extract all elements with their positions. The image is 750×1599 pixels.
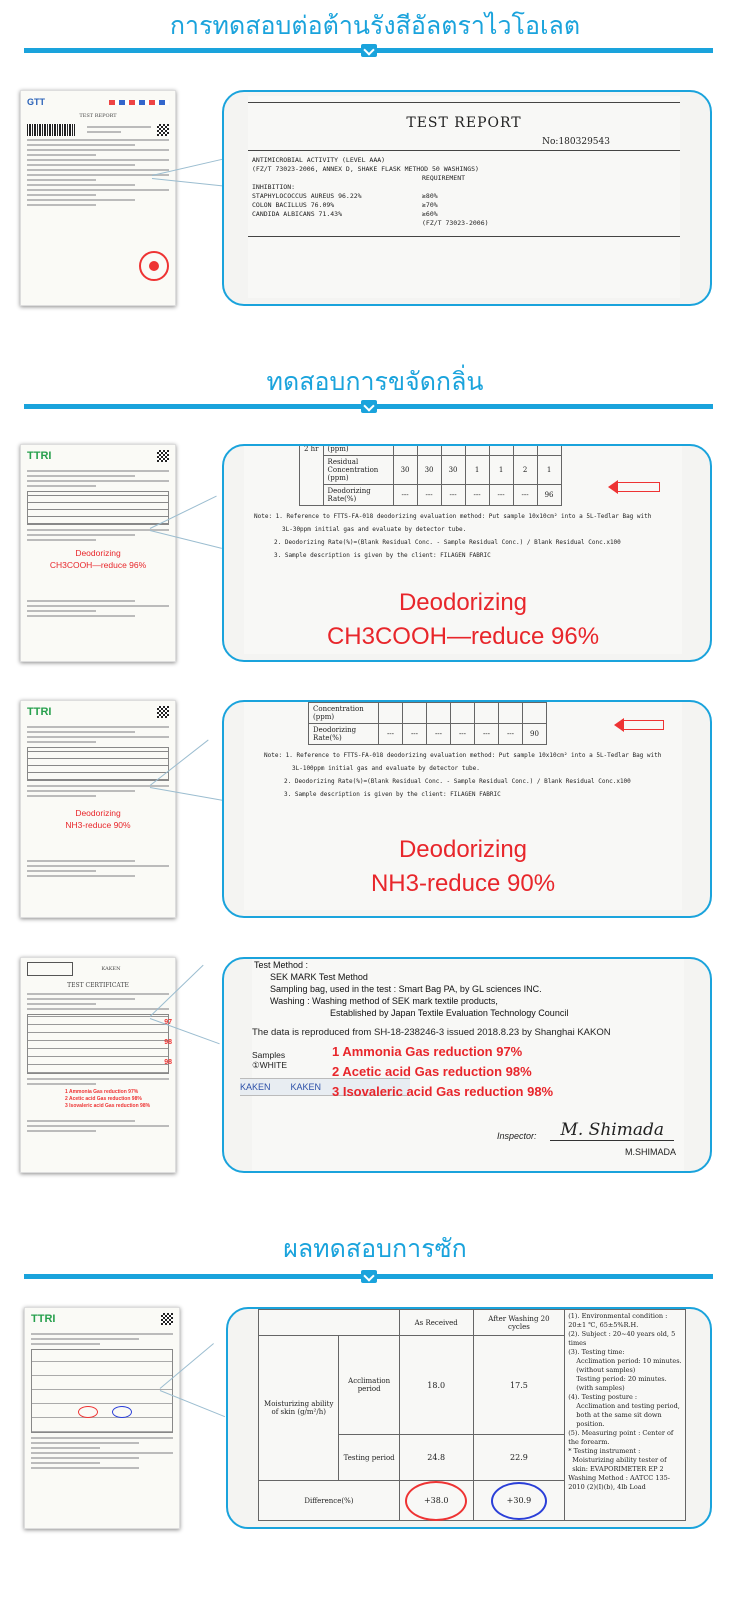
thumb-title: TEST CERTIFICATE bbox=[67, 982, 129, 989]
note-line: 3L-30ppm initial gas and evaluate by detector tube. bbox=[282, 526, 467, 533]
result-name: STAPHYLOCOCCUS AUREUS 96.22% bbox=[252, 192, 362, 200]
thumb-caption: Deodorizing NH3-reduce 90% bbox=[65, 808, 131, 830]
table-cell: 30 bbox=[441, 456, 465, 485]
table-cell: 22.9 bbox=[473, 1435, 565, 1481]
row-label: Acclimation period bbox=[339, 1336, 399, 1435]
qr-code-icon bbox=[157, 450, 169, 462]
note-line: Note: 1. Reference to FTTS-FA-018 deodorizing evaluation method: Put sample 10x10cm² into a 5L-Tedlar Bag with bbox=[254, 513, 652, 520]
table-cell: 30 bbox=[393, 456, 417, 485]
note-line: 2. Deodorizing Rate(%)=(Blank Residual Conc. - Sample Residual Conc.) / Blank Residual Conc.x100 bbox=[274, 539, 621, 546]
pct-label: 98 bbox=[164, 1059, 172, 1066]
report-zoom-callout bbox=[222, 90, 712, 306]
result-name: CANDIDA ALBICANS 71.43% bbox=[252, 210, 343, 218]
row-label: Deodorizing Rate(%) bbox=[309, 724, 379, 745]
table-cell: 17.5 bbox=[473, 1336, 565, 1435]
sampling-line: Sampling bag, used in the test : Smart Bag PA, by GL sciences INC. bbox=[270, 984, 542, 994]
time-cell: 2 hr bbox=[300, 444, 324, 506]
unit-cell: (ppm) bbox=[323, 444, 393, 456]
table-cell: --- bbox=[489, 485, 513, 506]
inspector-name: M.SHIMADA bbox=[624, 1147, 676, 1157]
report-thumbnail-kaken bbox=[20, 957, 176, 1173]
red-ellipse-mark bbox=[78, 1406, 98, 1418]
thumb-result: 1 Ammonia Gas reduction 97% bbox=[65, 1089, 139, 1095]
pct-label: 98 bbox=[164, 1039, 172, 1046]
condition-line: (4). Testing posture : bbox=[568, 1393, 638, 1401]
report-zoom-callout bbox=[222, 957, 712, 1173]
table-cell: --- bbox=[417, 485, 441, 506]
thumb-result: 3 Isovaleric acid Gas reduction 98% bbox=[65, 1103, 151, 1109]
kaken-header: KAKEN bbox=[101, 966, 121, 972]
condition-line: (2). Subject : 20~40 years old, 5 times bbox=[568, 1330, 676, 1347]
washing-line: Washing : Washing method of SEK mark textile products, bbox=[270, 996, 498, 1006]
condition-line: (3). Testing time: bbox=[568, 1348, 625, 1356]
table-cell: --- bbox=[475, 724, 499, 745]
ttri-logo: TTRI bbox=[27, 706, 52, 718]
section-title-odor: ทดสอบการขจัดกลิ่น bbox=[266, 367, 484, 396]
table-cell: --- bbox=[379, 724, 403, 745]
section-title-wash: ผลทดสอบการซัก bbox=[283, 1234, 467, 1263]
table-cell: 96 bbox=[537, 485, 561, 506]
note-line: Note: 1. Reference to FTTS-FA-018 deodorizing evaluation method: Put sample 10x10cm² into a 5L-Tedlar Bag with bbox=[264, 752, 662, 759]
barcode-icon bbox=[27, 124, 75, 136]
condition-line: * Testing instrument : bbox=[568, 1447, 641, 1455]
qr-code-icon bbox=[157, 124, 169, 136]
thumb-result: 2 Acetic acid Gas reduction 98% bbox=[65, 1096, 142, 1102]
report-thumbnail-ttri bbox=[20, 444, 176, 662]
table-cell: --- bbox=[499, 724, 523, 745]
requirement-header: REQUIREMENT bbox=[422, 174, 466, 182]
condition-line: (with samples) bbox=[576, 1384, 625, 1392]
standard-ref: (FZ/T 73023-2006) bbox=[422, 219, 489, 227]
condition-line: (1). Environmental condition : 20±1 ℃, 65±5%R.H. bbox=[568, 1312, 668, 1329]
note-line: 3. Sample description is given by the client: FILAGEN FABRIC bbox=[274, 552, 491, 559]
report-zoom-callout bbox=[226, 1307, 712, 1529]
red-arrow-head bbox=[608, 480, 618, 494]
pct-label: 97 bbox=[164, 1019, 172, 1026]
red-arrow-icon bbox=[624, 720, 664, 730]
result-requirement: ≥60% bbox=[422, 210, 438, 218]
result-line: 3 Isovaleric acid Gas reduction 98% bbox=[332, 1084, 554, 1099]
chevron-down-icon bbox=[361, 44, 377, 57]
col-header: After Washing 20 cycles bbox=[473, 1310, 565, 1336]
deodorizing-table bbox=[299, 444, 562, 506]
result-line: 1 Ammonia Gas reduction 97% bbox=[332, 1044, 523, 1059]
report-zoom-callout bbox=[222, 700, 712, 918]
reproduced-line: The data is reproduced from SH-18-238246-3 issued 2018.8.23 by Shanghai KAKON bbox=[252, 1027, 611, 1038]
chevron-down-icon bbox=[361, 400, 377, 413]
condition-line: Washing Method : AATCC 135-2010 (2)(I)(b), 4lb Load bbox=[568, 1474, 670, 1491]
report-thumbnail-ttri bbox=[24, 1307, 180, 1529]
condition-line: Moisturizing ability tester of skin: EVAPORIMETER EP 2 bbox=[572, 1456, 667, 1473]
row-label: Difference(%) bbox=[259, 1481, 400, 1521]
section-title-uv: การทดสอบต่อต้านรังสีอัลตราไวโอเลต bbox=[169, 11, 581, 40]
condition-line: Acclimation period: 10 minutes. bbox=[576, 1357, 682, 1365]
inspector-label: Inspector: bbox=[496, 1131, 537, 1141]
report-thumbnail-ttri bbox=[20, 700, 176, 918]
row-group-label: Moisturizing ability of skin (g/m²/h) bbox=[259, 1336, 339, 1481]
result-line: 2 Acetic acid Gas reduction 98% bbox=[332, 1064, 532, 1079]
table-cell: +30.9 bbox=[506, 1496, 532, 1505]
note-line: 3L-100ppm initial gas and evaluate by detector tube. bbox=[292, 765, 480, 772]
qr-code-icon bbox=[161, 1313, 173, 1325]
signature-image: M. Shimada bbox=[550, 1120, 674, 1141]
highlight-caption: Deodorizing CH3COOH—reduce 96% bbox=[326, 589, 600, 650]
table-cell: 1 bbox=[465, 456, 489, 485]
note-line: 2. Deodorizing Rate(%)=(Blank Residual Conc. - Sample Residual Conc.) / Blank Residual Conc.x100 bbox=[284, 778, 631, 785]
thumb-title: TEST REPORT bbox=[79, 113, 117, 119]
table-cell: --- bbox=[465, 485, 489, 506]
report-thumbnail-gtt bbox=[20, 90, 176, 306]
table-cell: 1 bbox=[537, 456, 561, 485]
table-cell: --- bbox=[441, 485, 465, 506]
table-cell: --- bbox=[403, 724, 427, 745]
col-header: As Received bbox=[399, 1310, 473, 1336]
table-cell: 24.8 bbox=[399, 1435, 473, 1481]
row-label: Residual Concentration (ppm) bbox=[323, 456, 393, 485]
report-title: TEST REPORT bbox=[406, 115, 522, 131]
report-zoom-callout bbox=[222, 444, 712, 662]
table-cell: 30 bbox=[417, 456, 441, 485]
test-method: (FZ/T 73023-2006, ANNEX D, SHAKE FLASK METHOD 50 WASHINGS) bbox=[252, 165, 479, 173]
established-line: Established by Japan Textile Evaluation Technology Council bbox=[330, 1008, 569, 1018]
blue-ellipse-mark bbox=[112, 1406, 132, 1418]
thumb-caption: Deodorizing CH3COOH—reduce 96% bbox=[49, 548, 147, 570]
condition-line: Acclimation and testing period, both at the same sit down position. bbox=[576, 1402, 680, 1428]
test-method-label: Test Method : bbox=[254, 960, 309, 970]
gtt-logo: GTT bbox=[27, 97, 45, 107]
ttri-logo: TTRI bbox=[31, 1313, 56, 1325]
row-label: Concentration (ppm) bbox=[309, 703, 379, 724]
table-cell: --- bbox=[393, 485, 417, 506]
table-cell: --- bbox=[427, 724, 451, 745]
condition-line: (without samples) bbox=[576, 1366, 636, 1374]
result-requirement: ≥80% bbox=[422, 192, 438, 200]
condition-line: (5). Measuring point : Center of the forearm. bbox=[568, 1429, 674, 1446]
row-label: Testing period bbox=[339, 1435, 399, 1481]
table-cell: 2 bbox=[513, 456, 537, 485]
red-arrow-head bbox=[614, 718, 624, 732]
table-cell: --- bbox=[451, 724, 475, 745]
ttri-logo: TTRI bbox=[27, 450, 52, 462]
note-line: 3. Sample description is given by the client: FILAGEN FABRIC bbox=[284, 791, 501, 798]
activity-level: ANTIMICROBIAL ACTIVITY (LEVEL AAA) bbox=[252, 156, 386, 164]
kaken-label: KAKEN bbox=[240, 1082, 271, 1092]
qr-code-icon bbox=[157, 706, 169, 718]
table-cell: +38.0 bbox=[423, 1496, 449, 1505]
condition-line: Testing period: 20 minutes. bbox=[576, 1375, 667, 1383]
samples-label: Samples bbox=[252, 1050, 286, 1060]
sample-white: ①WHITE bbox=[252, 1060, 288, 1070]
result-requirement: ≥70% bbox=[422, 201, 438, 209]
table-cell: 18.0 bbox=[399, 1336, 473, 1435]
table-cell: 1 bbox=[489, 456, 513, 485]
star-icon bbox=[149, 261, 159, 271]
highlight-caption: Deodorizing NH3-reduce 90% bbox=[370, 836, 556, 897]
table-cell: --- bbox=[513, 485, 537, 506]
sek-method: SEK MARK Test Method bbox=[270, 972, 368, 982]
report-number: No:180329543 bbox=[542, 137, 610, 147]
inhibition-label: INHIBITION: bbox=[252, 183, 296, 191]
moisturizing-table bbox=[258, 1309, 686, 1521]
chevron-down-icon bbox=[361, 1270, 377, 1283]
result-name: COLON BACILLUS 76.09% bbox=[252, 201, 335, 209]
kaken-label: KAKEN bbox=[290, 1082, 322, 1092]
red-arrow-icon bbox=[618, 482, 660, 492]
table-cell: 90 bbox=[523, 724, 547, 745]
row-label: Deodorizing Rate(%) bbox=[323, 485, 393, 506]
deodorizing-table bbox=[308, 702, 547, 745]
